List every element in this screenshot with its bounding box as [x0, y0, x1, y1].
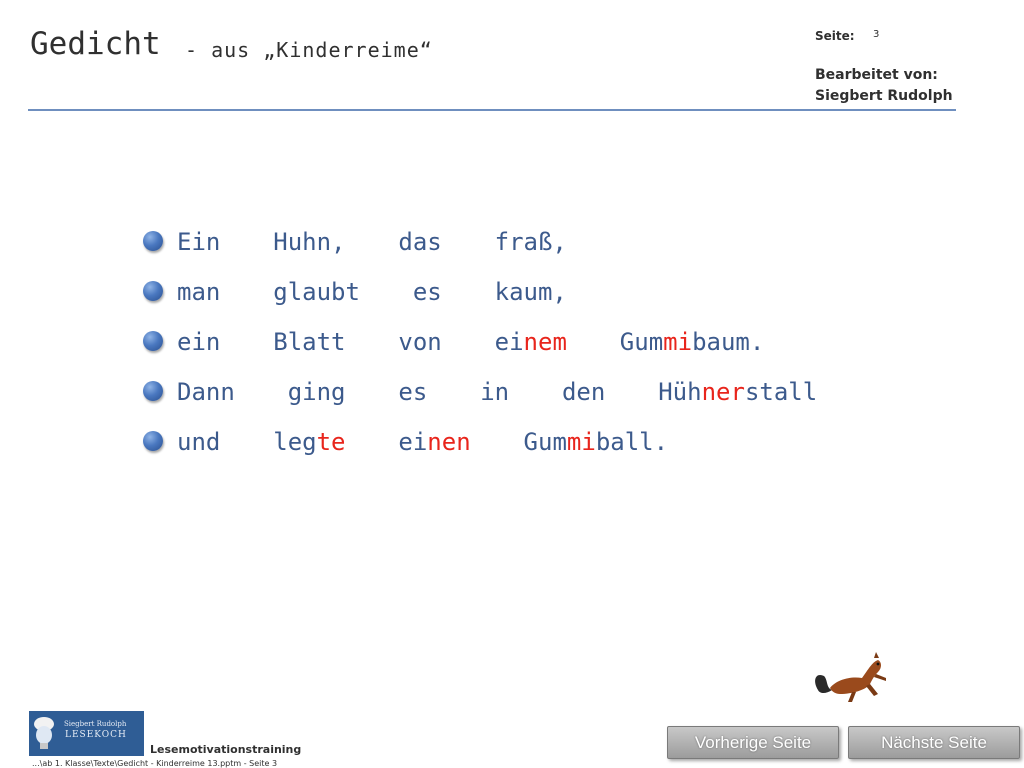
bullet-icon — [143, 431, 163, 451]
logo-author: Siegbert Rudolph — [64, 720, 127, 728]
page-number: 3 — [873, 29, 880, 40]
line-fragment: man glaubt es kaum, — [177, 278, 567, 306]
highlighted-syllable: ner — [701, 378, 745, 406]
next-page-button[interactable]: Nächste Seite — [848, 726, 1020, 759]
line-fragment: und leg — [177, 428, 317, 456]
poem-line-text — [177, 228, 567, 256]
line-fragment: ei — [345, 428, 428, 456]
page-title: Gedicht — [30, 26, 161, 62]
line-fragment: Gum — [470, 428, 567, 456]
highlighted-syllable: mi — [663, 328, 693, 356]
leserkoch-logo — [29, 711, 144, 756]
highlighted-syllable: nen — [427, 428, 471, 456]
bullet-icon — [143, 281, 163, 301]
editor-label: Bearbeitet von: — [815, 67, 938, 83]
line-fragment: Gum — [566, 328, 664, 356]
chef-bulb-logo-icon — [33, 716, 55, 751]
line-fragment: ball. — [595, 428, 669, 456]
squirrel-image — [812, 650, 892, 706]
poem-line-text — [177, 278, 567, 306]
poem-line-text — [177, 428, 668, 456]
highlighted-syllable: nem — [523, 328, 567, 356]
footer-file-path: ...\ab 1. Klasse\Texte\Gedicht - Kinderreime 13.pptm - Seite 3 — [32, 759, 278, 768]
highlighted-syllable: te — [316, 428, 346, 456]
page-label: Seite: — [815, 29, 855, 43]
logo-wordmark: LESEKOCH — [65, 730, 127, 740]
footer-brand: Lesemotivationstraining — [150, 743, 302, 756]
poem-line-text — [177, 378, 817, 406]
poem-line-text — [177, 328, 764, 356]
bullet-icon — [143, 331, 163, 351]
line-fragment: Ein Huhn, das fraß, — [177, 228, 567, 256]
highlighted-syllable: mi — [566, 428, 596, 456]
editor-name: Siegbert Rudolph — [815, 88, 953, 104]
bullet-icon — [143, 231, 163, 251]
header-divider — [28, 109, 956, 111]
line-fragment: ein Blatt von ei — [177, 328, 524, 356]
page-subtitle: - aus „Kinderreime“ — [185, 38, 433, 62]
bullet-icon — [143, 381, 163, 401]
line-fragment: Dann ging es in den Hüh — [177, 378, 702, 406]
previous-page-button[interactable]: Vorherige Seite — [667, 726, 839, 759]
line-fragment: baum. — [692, 328, 765, 356]
line-fragment: stall — [744, 378, 818, 406]
